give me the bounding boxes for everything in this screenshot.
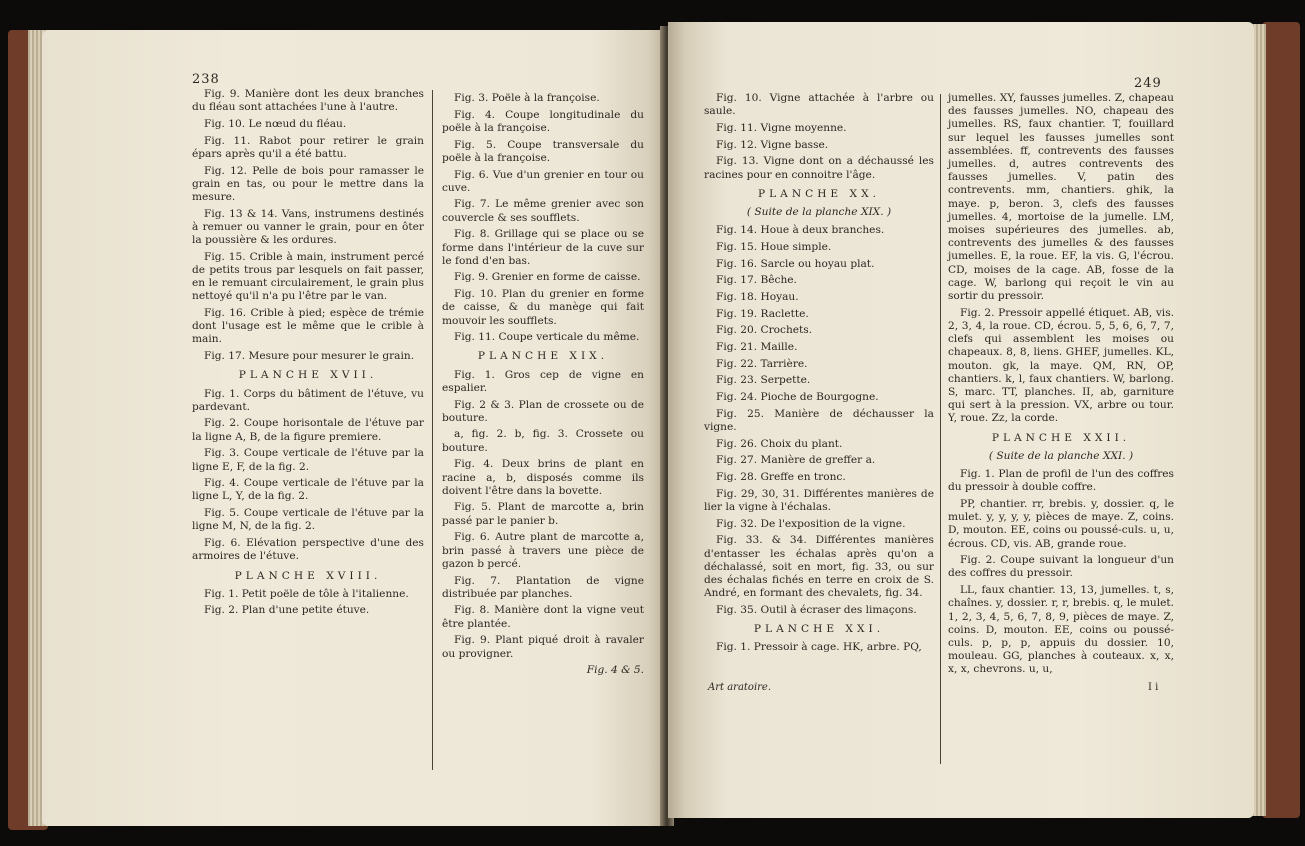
figure-caption: Fig. 12. Vigne basse. <box>716 138 829 151</box>
left-page-column-2 <box>442 92 644 681</box>
catchword: Fig. 4 & 5. <box>586 664 644 677</box>
figure-caption: Fig. 1. Plan de profil de l'un des coffres du pressoir à double coffre. <box>948 467 1174 494</box>
figure-caption: Fig. 16. Sarcle ou hoyau plat. <box>716 257 875 270</box>
figure-caption: Fig. 26. Choix du plant. <box>716 437 843 450</box>
figure-caption: Fig. 16. Crible à pied; espèce de trémie dont l'usage est le même que le crible à main. <box>192 307 424 346</box>
figure-caption: Fig. 9. Manière dont les deux branches du fléau sont attachées l'une à l'autre. <box>192 88 424 114</box>
figure-caption: Fig. 33. & 34. Différentes manières d'entasser les échalas après qu'on a déchalassé, soit en mort, fig. 33, ou sur des échalas fichés en terre en croix de S. André, en formant des chevalets, fig. 34. <box>704 534 934 600</box>
figure-caption: Fig. 9. Grenier en forme de caisse. <box>454 271 641 284</box>
right-page <box>668 22 1254 818</box>
figure-caption: jumelles. XY, fausses jumelles. Z, chapeau des fausses jumelles. NO, chapeau des jumelles. RS, faux chantier. T, fouillard sur lequel les fausses jumelles sont assemblées. ff, contrevents des fausses jumelles. d, autres contrevents des fausses jumelles. V, patin des contrevents. mm, chantiers. ghik, la maye. p, beron. 3, clefs des fausses jumelles. 4, mortoise de la jumelle. LM, moises supérieures des jumelles. ab, contrevents des jumelles & des fausses jumelles. E, la roue. EF, la vis. G, l'écrou. CD, moises de la cage. AB, fosse de la cage. W, barlong qui reçoit le vin au sortir du pressoir. <box>948 92 1174 303</box>
figure-caption: a, fig. 2. b, fig. 3. Crossete ou bouture. <box>442 428 644 454</box>
signature-art-aratoire: Art aratoire. <box>708 682 772 693</box>
figure-caption: Fig. 18. Hoyau. <box>716 290 799 303</box>
figure-caption: Fig. 11. Rabot pour retirer le grain épars après qu'il a été battu. <box>192 134 424 160</box>
figure-caption: Fig. 8. Manière dont la vigne veut être plantée. <box>442 604 644 630</box>
figure-caption: Fig. 15. Crible à main, instrument percé de petits trous par lesquels on fait passer, en le remuant circulairement, le grain plus nettoyé qu'il n'a pu l'être par le van. <box>192 250 424 303</box>
plate-heading: PLANCHE XVIII. <box>234 569 382 582</box>
figure-caption: Fig. 11. Vigne moyenne. <box>716 121 847 134</box>
figure-caption: Fig. 10. Le nœud du fléau. <box>204 117 347 130</box>
figure-caption: Fig. 21. Maille. <box>716 341 798 354</box>
figure-caption: Fig. 13 & 14. Vans, instrumens destinés à remuer ou vanner le grain, pour en ôter la poussière & les ordures. <box>192 207 424 247</box>
figure-caption: Fig. 12. Pelle de bois pour ramasser le grain en tas, ou pour le mettre dans la mesure. <box>192 164 424 203</box>
figure-caption: Fig. 5. Coupe transversale du poële à la françoise. <box>442 138 644 164</box>
plate-heading: PLANCHE XXII. <box>991 431 1131 444</box>
figure-caption: LL, faux chantier. 13, 13, jumelles. t, s, chaînes. y, dossier. r, r, brebis. q, le mulet. 1, 2, 3, 4, 5, 6, 7, 8, 9, pièces de maye. Z, coins. D, mouton. EE, coins ou poussé-culs. p, p, p, appuis du dossier. 10, mouleau. GG, planches à couteaux. x, x, x, x, chevrons. u, u, <box>948 584 1174 676</box>
plate-heading: PLANCHE XVII. <box>238 369 378 382</box>
page-number-right: 249 <box>1134 76 1162 91</box>
right-page-column-2 <box>948 92 1174 680</box>
left-page-column-1 <box>192 88 424 621</box>
figure-caption: Fig. 7. Plantation de vigne distribuée par planches. <box>442 574 644 600</box>
figure-caption: Fig. 7. Le même grenier avec son couvercle & ses soufflets. <box>442 198 644 224</box>
figure-caption: Fig. 6. Vue d'un grenier en tour ou cuve. <box>442 168 644 194</box>
figure-caption: Fig. 17. Mesure pour mesurer le grain. <box>204 350 415 363</box>
figure-caption: Fig. 22. Tarrière. <box>716 357 808 370</box>
figure-caption: Fig. 5. Coupe verticale de l'étuve par la ligne M, N, de la fig. 2. <box>192 507 424 533</box>
figure-caption: Fig. 17. Bêche. <box>716 274 797 287</box>
figure-caption: Fig. 8. Grillage qui se place ou se forme dans l'intérieur de la cuve sur le fond d'en bas. <box>442 228 644 267</box>
figure-caption: Fig. 6. Autre plant de marcotte a, brin passé à travers une pièce de gazon b percé. <box>442 531 644 570</box>
figure-caption: Fig. 23. Serpette. <box>716 374 811 387</box>
figure-caption: Fig. 1. Petit poële de tôle à l'italienne. <box>204 587 409 600</box>
figure-caption: Fig. 14. Houe à deux branches. <box>716 224 885 237</box>
figure-caption: Fig. 25. Manière de déchausser la vigne. <box>704 407 934 434</box>
figure-caption: Fig. 1. Pressoir à cage. HK, arbre. PQ, <box>716 641 922 654</box>
page-number-left: 238 <box>192 72 220 87</box>
left-page <box>42 30 667 826</box>
figure-caption: Fig. 35. Outil à écraser des limaçons. <box>716 604 917 616</box>
plate-subheading: ( Suite de la planche XIX. ) <box>746 205 892 218</box>
figure-caption: Fig. 24. Pioche de Bourgogne. <box>716 391 879 404</box>
figure-caption: Fig. 2. Plan d'une petite étuve. <box>204 604 370 617</box>
plate-heading: PLANCHE XX. <box>758 187 880 200</box>
column-rule <box>432 90 433 770</box>
figure-caption: PP, chantier. rr, brebis. y, dossier. q, le mulet. y, y, y, y, pièces de maye. Z, coins. D, mouton. EE, coins ou poussé-culs. u, u, écrous. CD, vis. AB, grande roue. <box>948 497 1174 550</box>
figure-caption: Fig. 27. Manière de greffer a. <box>716 454 876 467</box>
book-cover-right <box>1262 22 1300 818</box>
plate-heading: PLANCHE XIX. <box>477 350 609 363</box>
figure-caption: Fig. 4. Coupe longitudinale du poële à la françoise. <box>442 108 644 134</box>
figure-caption: Fig. 28. Greffe en tronc. <box>716 471 846 484</box>
figure-caption: Fig. 2. Coupe suivant la longueur d'un des coffres du pressoir. <box>948 554 1174 580</box>
figure-caption: Fig. 10. Vigne attachée à l'arbre ou saule. <box>704 92 934 118</box>
plate-heading: PLANCHE XXI. <box>753 623 885 636</box>
figure-caption: Fig. 2. Coupe horisontale de l'étuve par la ligne A, B, de la figure premiere. <box>192 417 424 443</box>
figure-caption: Fig. 19. Raclette. <box>716 307 809 320</box>
figure-caption: Fig. 20. Crochets. <box>716 324 813 337</box>
right-page-column-1 <box>704 92 934 658</box>
column-rule <box>940 94 941 764</box>
figure-caption: Fig. 2 & 3. Plan de crossete ou de bouture. <box>442 398 644 424</box>
figure-caption: Fig. 3. Coupe verticale de l'étuve par la ligne E, F, de la fig. 2. <box>192 447 424 473</box>
figure-caption: Fig. 10. Plan du grenier en forme de caisse, & du manège qui fait mouvoir les soufflets. <box>442 288 644 327</box>
figure-caption: Fig. 2. Pressoir appellé étiquet. AB, vis. 2, 3, 4, la roue. CD, écrou. 5, 5, 6, 6, 7, 7, clefs qui assemblent les moises ou chapeaux. 8, 8, liens. GHEF, jumelles. KL, mouton. gk, la maye. QM, RN, OP, chantiers. k, l, faux chantiers. W, barlong. S, marc. TT, planches. II, ab, garniture qui sert à la pression. VX, arbre ou tour. Y, roue. Zz, la corde. <box>948 306 1174 425</box>
plate-subheading: ( Suite de la planche XXI. ) <box>988 449 1134 462</box>
figure-caption: Fig. 15. Houe simple. <box>716 240 832 253</box>
signature-mark: I i <box>1148 682 1159 693</box>
figure-caption: Fig. 3. Poële à la françoise. <box>454 92 600 104</box>
figure-caption: Fig. 4. Deux brins de plant en racine a, b, disposés comme ils doivent l'être dans la bovette. <box>442 458 644 497</box>
figure-caption: Fig. 5. Plant de marcotte a, brin passé par le panier b. <box>442 501 644 527</box>
figure-caption: Fig. 13. Vigne dont on a déchaussé les racines pour en connoitre l'âge. <box>704 155 934 181</box>
figure-caption: Fig. 6. Elévation perspective d'une des armoires de l'étuve. <box>192 537 424 563</box>
figure-caption: Fig. 32. De l'exposition de la vigne. <box>716 517 906 530</box>
figure-caption: Fig. 4. Coupe verticale de l'étuve par la ligne L, Y, de la fig. 2. <box>192 477 424 503</box>
figure-caption: Fig. 1. Gros cep de vigne en espalier. <box>442 368 644 394</box>
figure-caption: Fig. 9. Plant piqué droit à ravaler ou provigner. <box>442 634 644 660</box>
figure-caption: Fig. 11. Coupe verticale du même. <box>454 331 640 344</box>
figure-caption: Fig. 29, 30, 31. Différentes manières de lier la vigne à l'échalas. <box>704 487 934 514</box>
figure-caption: Fig. 1. Corps du bâtiment de l'étuve, vu pardevant. <box>192 387 424 413</box>
